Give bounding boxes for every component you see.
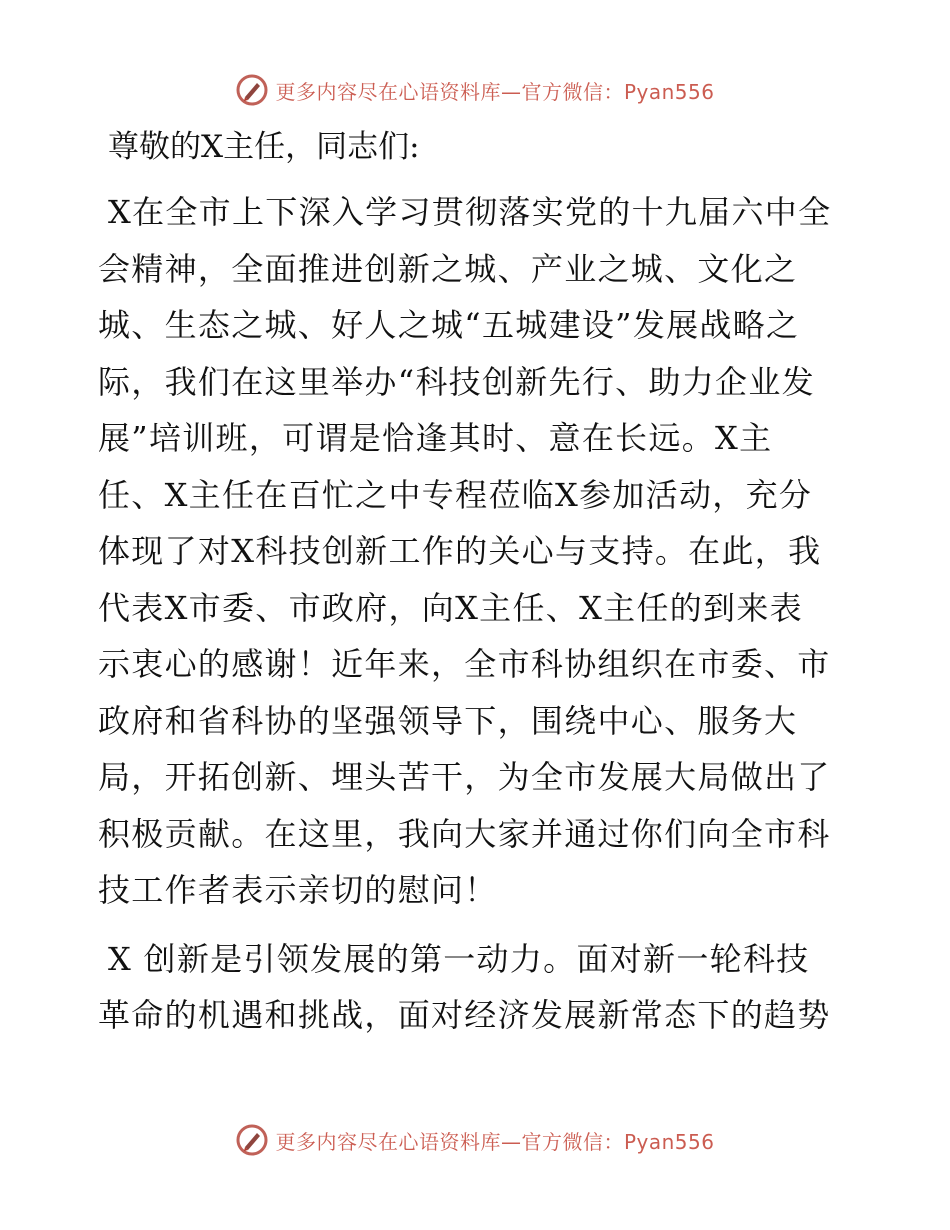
footer-watermark bbox=[0, 1118, 950, 1162]
text-line: 代表X市委、市政府，向X主任、X主任的到来表 bbox=[98, 588, 803, 627]
text-line: 际，我们在这里举办“科技创新先行、助力企业发 bbox=[98, 362, 815, 401]
pen-logo-icon bbox=[235, 1123, 269, 1157]
text-line: 城、生态之城、好人之城“五城建设”发展战略之 bbox=[98, 306, 800, 344]
text-line: 技工作者表示亲切的慰问！ bbox=[98, 871, 498, 909]
greeting-line: 尊敬的X主任，同志们: bbox=[108, 129, 420, 165]
text-line: 展”培训班，可谓是恰逢其时、意在长远。X主 bbox=[98, 419, 773, 457]
document-body bbox=[98, 118, 852, 1056]
text-line: 会精神，全面推进创新之城、产业之城、文化之 bbox=[98, 249, 798, 288]
pen-logo-icon bbox=[235, 73, 269, 107]
header-watermark bbox=[0, 68, 950, 112]
text-line: 局，开拓创新、埋头苦干，为全市发展大局做出了 bbox=[98, 758, 831, 796]
text-line: 革命的机遇和挑战，面对经济发展新常态下的趋势 bbox=[98, 996, 831, 1034]
text-line: 政府和省科协的坚强领导下，围绕中心、服务大 bbox=[98, 701, 798, 740]
text-line: X 创新是引领发展的第一动力。面对新一轮科技 bbox=[108, 939, 810, 978]
text-line: 体现了对X科技创新工作的关心与支持。在此，我 bbox=[98, 532, 822, 570]
text-line: 任、X主任在百忙之中专程莅临X参加活动，充分 bbox=[98, 475, 813, 514]
text-line: X在全市上下深入学习贯彻落实党的十九届六中全 bbox=[108, 193, 832, 231]
text-line: 示衷心的感谢！近年来，全市科协组织在市委、市 bbox=[98, 645, 831, 683]
paragraph-1 bbox=[98, 184, 852, 919]
watermark-text: 更多内容尽在心语资料库—官方微信：Pyan556 bbox=[275, 79, 715, 104]
watermark-text: 更多内容尽在心语资料库—官方微信：Pyan556 bbox=[275, 1129, 715, 1154]
text-line: 积极贡献。在这里，我向大家并通过你们向全市科 bbox=[98, 814, 831, 853]
paragraph-2 bbox=[98, 931, 852, 1044]
